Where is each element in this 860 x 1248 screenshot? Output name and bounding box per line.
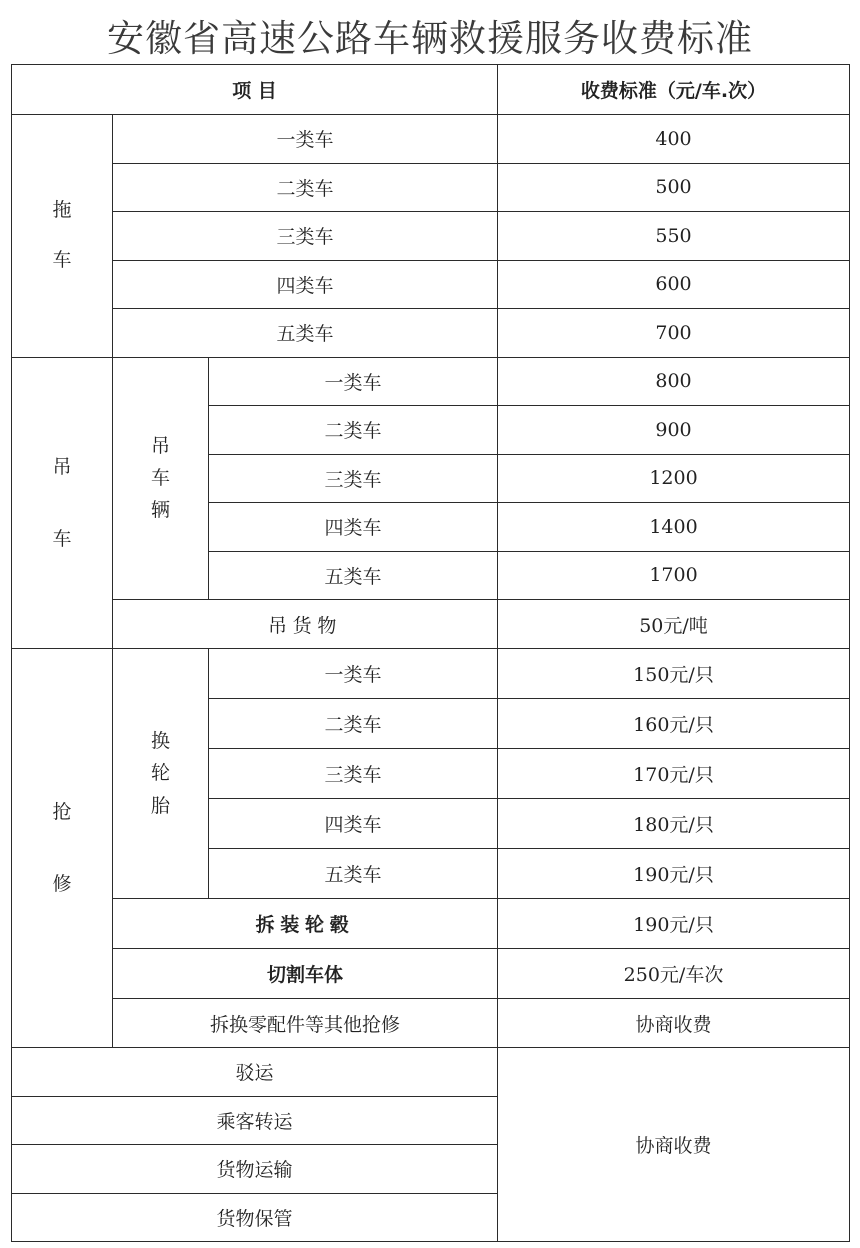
misc-label: 货物运输 [12,1145,498,1194]
table-row [12,357,850,406]
table-row [12,1048,850,1097]
towing-fee: 400 [498,115,850,164]
towing-label: 一类车 [113,115,498,164]
tire-fee: 160元/只 [498,699,850,749]
subcategory-tire-change [113,649,209,899]
tire-fee: 190元/只 [498,849,850,899]
misc-label: 货物保管 [12,1193,498,1242]
tire-label: 五类车 [209,849,498,899]
header-standard: 收费标准（元/车.次） [498,65,850,115]
lifting-fee: 900 [498,406,850,455]
lifting-fee: 800 [498,357,850,406]
towing-fee: 550 [498,212,850,261]
subcategory-tire-change-label: 换轮胎 [150,730,170,817]
lifting-label: 四类车 [209,503,498,552]
towing-fee: 500 [498,163,850,212]
tire-fee: 180元/只 [498,799,850,849]
table-row [12,309,850,358]
lifting-fee: 1200 [498,454,850,503]
fee-table [11,64,850,1242]
tire-label: 四类车 [209,799,498,849]
tire-fee: 150元/只 [498,649,850,699]
lift-cargo-label: 吊货物 [113,600,498,649]
tire-label: 一类车 [209,649,498,699]
lifting-label: 二类车 [209,406,498,455]
subcategory-lift-vehicle-label: 吊车辆 [150,434,170,522]
category-repair-label: 抢修 [52,800,72,895]
lifting-label: 一类车 [209,357,498,406]
category-lifting-label: 吊车 [52,455,72,550]
table-row [12,163,850,212]
towing-label: 五类车 [113,309,498,358]
lifting-fee: 1400 [498,503,850,552]
towing-fee: 700 [498,309,850,358]
category-lifting [12,357,113,649]
subcategory-lift-vehicle [113,357,209,600]
header-row [12,65,850,115]
lifting-fee: 1700 [498,551,850,600]
table-row [12,115,850,164]
table-row [12,260,850,309]
cut-fee: 250元/车次 [498,949,850,999]
other-repair-fee: 协商收费 [498,999,850,1048]
table-row [12,212,850,261]
tire-fee: 170元/只 [498,749,850,799]
hub-fee: 190元/只 [498,899,850,949]
category-towing [12,115,113,358]
tire-label: 三类车 [209,749,498,799]
towing-fee: 600 [498,260,850,309]
page-title: 安徽省高速公路车辆救援服务收费标准 [107,17,753,60]
misc-label: 驳运 [12,1048,498,1097]
lift-cargo-fee: 50元/吨 [498,600,850,649]
other-repair-label: 拆换零配件等其他抢修 [113,999,498,1048]
header-item: 项 目 [12,65,498,115]
hub-label: 拆装轮毂 [113,899,498,949]
table-row [12,649,850,699]
tire-label: 二类车 [209,699,498,749]
towing-label: 三类车 [113,212,498,261]
table-row [12,899,850,949]
table-row [12,600,850,649]
table-row [12,999,850,1048]
lifting-label: 三类车 [209,454,498,503]
cut-label: 切割车体 [113,949,498,999]
lifting-label: 五类车 [209,551,498,600]
towing-label: 二类车 [113,163,498,212]
misc-fee: 协商收费 [498,1048,850,1242]
category-repair [12,649,113,1048]
towing-label: 四类车 [113,260,498,309]
misc-label: 乘客转运 [12,1096,498,1145]
table-row [12,949,850,999]
category-towing-label: 拖车 [52,199,72,271]
